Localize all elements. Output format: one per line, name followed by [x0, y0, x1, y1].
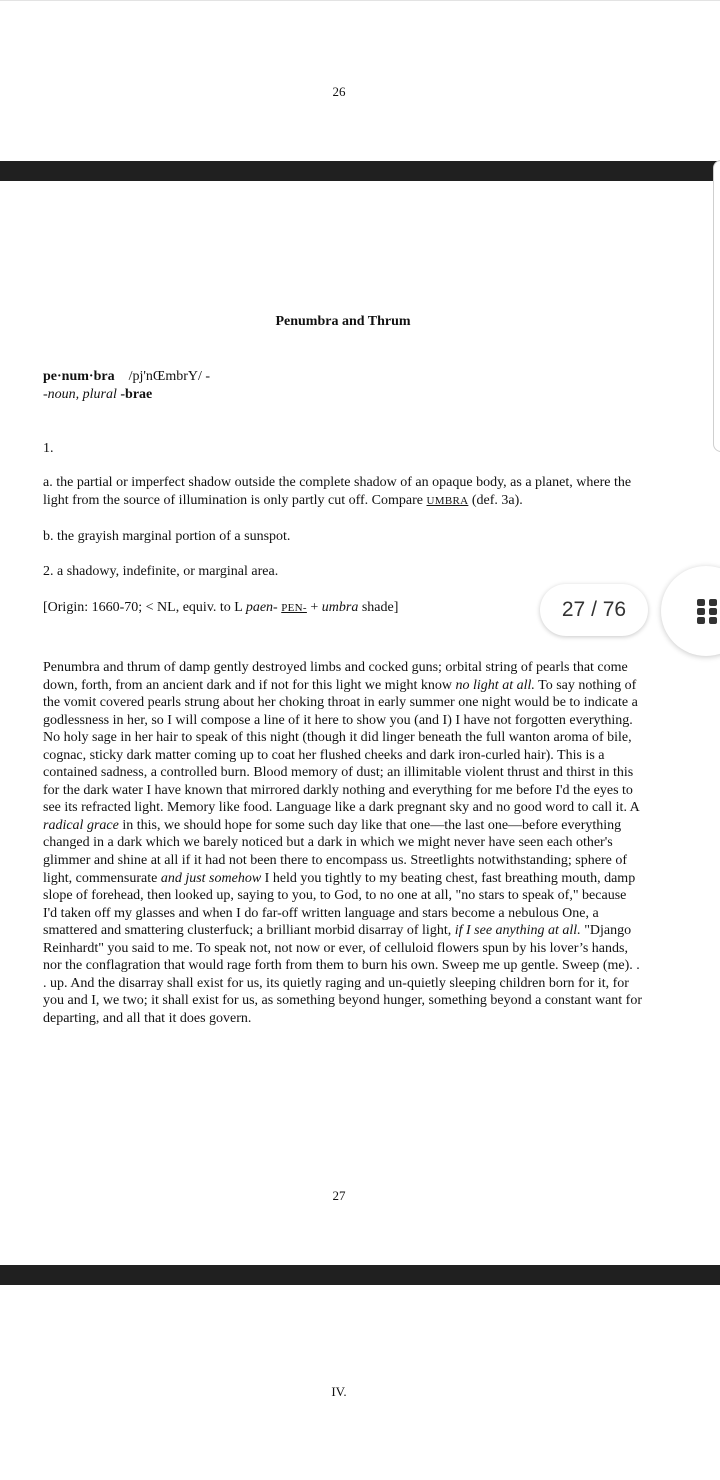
sense-b: b. the grayish marginal portion of a sunspot. [43, 529, 291, 544]
scroll-handle[interactable] [713, 160, 720, 452]
dictionary-headword-line [43, 368, 210, 404]
sense-a-end: (def. 3a). [468, 493, 523, 508]
page-indicator[interactable]: 27 / 76 [540, 584, 648, 636]
origin-line [43, 599, 398, 617]
page-divider-bottom [0, 1265, 720, 1285]
sense-a [43, 474, 643, 510]
grid-dots-icon [697, 599, 719, 625]
body-text-3: in this, we should hope for some such day like that one—the last one—before everything changed in a dark which we barely noticed but a dark in which we might never have seen each other's glimmer and shine at all if it had not been there to encompass us. Streetlights notwithstanding; sphere of light, commensurate [43, 817, 627, 886]
origin-plus: + [306, 600, 322, 615]
sense-a-text: a. the partial or imperfect shadow outside the complete shadow of an opaque body, as a planet, where the light from the source of illumination is only partly cut off. Compare [43, 475, 632, 508]
body-text-2: To say nothing of the vomit covered pearls strung about her choking throat in early summer one night would be to indicate a godlessness in her, so I will compose a line of it here to show you (and I) I have not forgotten everything. No holy sage in her hair to speak of this night (though it did linger beneath the full wanton aroma of bile, cognac, sticky dark matter coming up to coat her flushed cheeks and dark iron-curled hair). This is a contained sadness, a controlled burn. Blood memory of dust; an illimitable violent thrust and thirst in this for the dark water I have known that mirrored darkly nothing and everything for me before I'd the eyes to see its refracted light. Memory like food. Language like a dark pregnant sky and no good word to call it. A [43, 677, 640, 816]
sense-2: 2. a shadowy, indefinite, or marginal area. [43, 564, 279, 579]
headword: pe·num·bra [43, 369, 115, 384]
page-number-middle: 27 [332, 1188, 346, 1203]
body-paragraph [43, 659, 643, 1027]
page-divider-top [0, 161, 720, 181]
sense-number: 1. [43, 441, 54, 456]
body-italic-1: no light at all. [455, 677, 535, 693]
body-text-5: "Django Reinhardt" you said to me. To speak not, not now or ever, of celluloid flowers spun by his lover’s hands, nor the conflagration that would rage forth from them to burn his own. Sweep me up gentle. Sweep (me). . . up. And the disarray shall exist for us, its quietly raging and un-quietly sleeping children born for it, for you and I, we two; it shall exist for us, as something beyond hunger, something beyond a constant want for departing, and all that it does govern. [43, 923, 642, 1026]
body-text-4: I held you tightly to my beating chest, fast breathing mouth, damp slope of forehead, then looked up, saying to you, to God, to no one at all, "no stars to speak of," because I'd taken off my glasses and when I do far-off written language and stars become a nebulous One, a smattered and smattering clusterfuck; a brilliant morbid disarray of light, [43, 870, 636, 939]
page-title: Penumbra and Thrum [275, 314, 411, 329]
pen-link[interactable]: PEN- [281, 602, 307, 614]
origin-start: [Origin: 1660-70; < NL, equiv. to L [43, 600, 246, 615]
body-italic-2: radical grace [43, 817, 119, 833]
plural-form: -brae [120, 387, 153, 402]
origin-paen: paen- [245, 600, 278, 615]
body-text-1: Penumbra and thrum of damp gently destroyed limbs and cocked guns; orbital string of pearls that come down, forth, from an ancient dark and if not for this light we might know [43, 660, 628, 693]
page-number-top: 26 [332, 84, 346, 99]
page-number-bottom: IV. [331, 1384, 347, 1399]
origin-end: shade] [358, 600, 399, 615]
top-border [0, 0, 720, 1]
body-italic-4: if I see anything at all. [454, 923, 581, 939]
part-of-speech: -noun, plural [43, 387, 121, 402]
umbra-link[interactable]: UMBRA [426, 495, 469, 507]
pronunciation: /pj'nŒmbrY/ - [128, 369, 211, 384]
menu-fab-button[interactable] [661, 566, 720, 656]
origin-umbra: umbra [321, 600, 359, 615]
body-italic-3: and just somehow [160, 870, 262, 886]
